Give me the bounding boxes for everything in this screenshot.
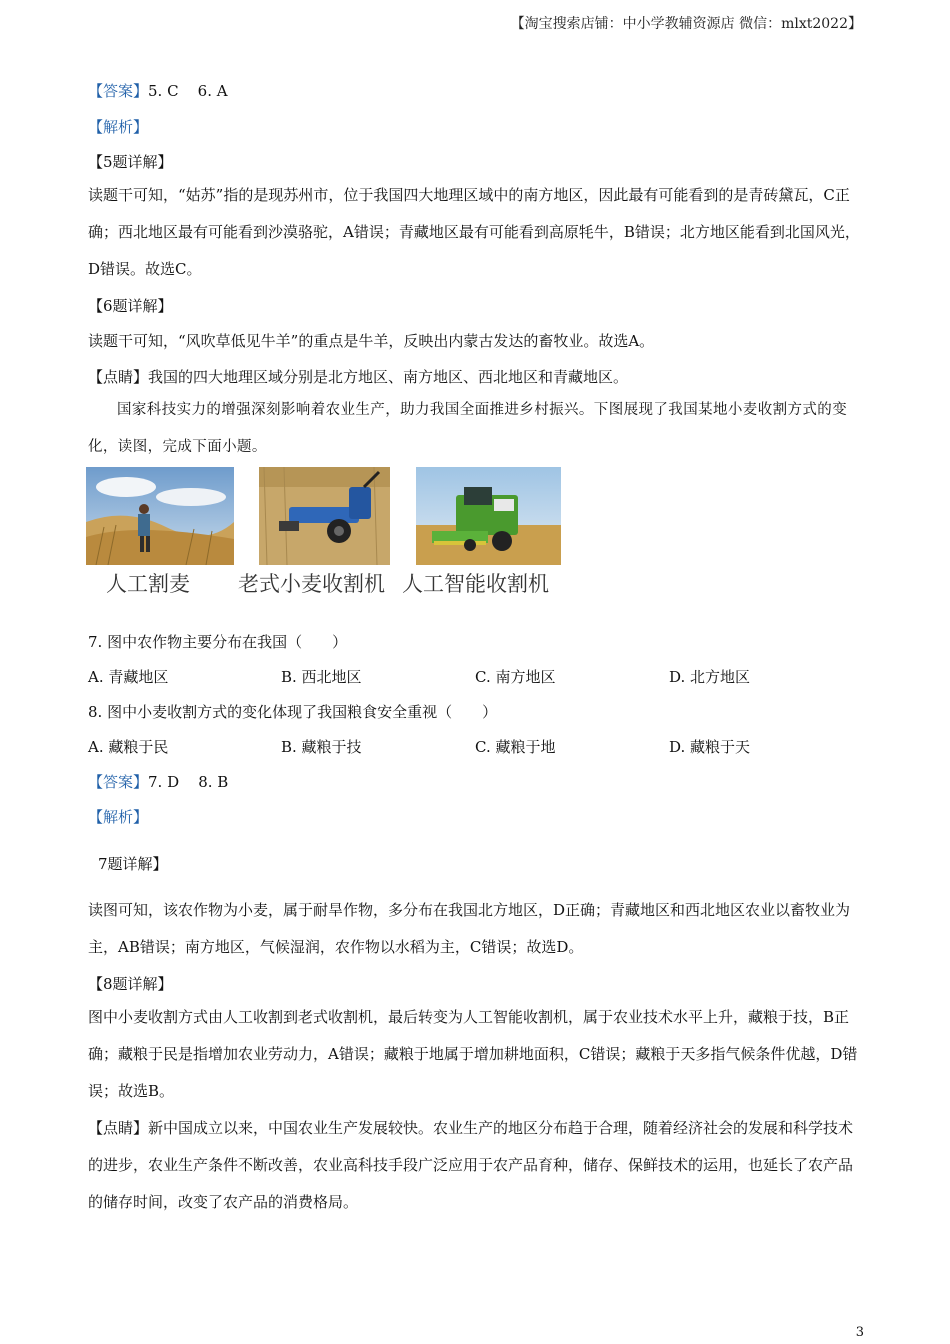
caption-old-harvester: 老式小麦收割机 xyxy=(238,572,385,596)
q8-option-c: C. 藏粮于地 xyxy=(475,738,556,756)
page-number: 3 xyxy=(855,1325,864,1340)
tip-text: 新中国成立以来，中国农业生产发展较快。农业生产的地区分布趋于合理，随着经济社会的发展和科学技术的进步，农业生产条件不断改善，农业高科技手段广泛应用于农产品育种，储存、保鲜技术的运用，也延长了农产品的储存时间，改变了农产品的消费格局。 xyxy=(88,1119,854,1211)
q7-text: 7. 图中农作物主要分布在我国（ ） xyxy=(88,633,348,651)
caption-ai-harvester: 人工智能收割机 xyxy=(402,572,549,596)
q5-detail-text: 读题干可知，“姑苏”指的是现苏州市，位于我国四大地理区域中的南方地区，因此最有可能看到的是青砖黛瓦，C正确；西北地区最有可能看到沙漠骆驼，A错误；青藏地区最有可能看到高原牦牛，B错误；北方地区能看到北国风光，D错误。故选C。 xyxy=(88,186,860,278)
q8-detail-title: 【8题详解】 xyxy=(88,975,173,993)
photo-ai-harvester xyxy=(416,467,561,565)
tip-tag: 【点睛】 xyxy=(88,1119,149,1137)
q8-option-b: B. 藏粮于技 xyxy=(281,738,362,756)
answer-tag: 【答案】 xyxy=(88,82,149,100)
q8-text: 8. 图中小麦收割方式的变化体现了我国粮食安全重视（ ） xyxy=(88,703,498,721)
q6-detail-text: 读题干可知，“风吹草低见牛羊”的重点是牛羊，反映出内蒙古发达的畜牧业。故选A。 xyxy=(88,332,655,350)
analysis-tag: 【解析】 xyxy=(88,808,149,826)
caption-manual-harvest: 人工割麦 xyxy=(106,572,190,596)
answer-tag: 【答案】 xyxy=(88,773,149,791)
page-header: 【淘宝搜索店铺：中小学教辅资源店 微信：mlxt2022】 xyxy=(510,16,862,32)
tip-tag: 【点睛】 xyxy=(88,368,149,386)
q7-option-b: B. 西北地区 xyxy=(281,668,362,686)
q7-option-c: C. 南方地区 xyxy=(475,668,556,686)
tip-block-2 xyxy=(88,1110,860,1221)
q7-detail-text: 读图可知，该农作物为小麦，属于耐旱作物，多分布在我国北方地区，D正确；青藏地区和西北地区农业以畜牧业为主，AB错误；南方地区，气候湿润，农作物以水稻为主，C错误；故选D。 xyxy=(88,901,851,956)
q6-detail-title: 【6题详解】 xyxy=(88,297,173,315)
answer-values: 7. D 8. B xyxy=(148,773,229,791)
photo-manual-harvest xyxy=(86,467,234,565)
q8-detail-text: 图中小麦收割方式由人工收割到老式收割机，最后转变为人工智能收割机，属于农业技术水平上升，藏粮于技，B正确；藏粮于民是指增加农业劳动力，A错误；藏粮于地属于增加耕地面积，C错误；藏粮于天多指气候条件优越，D错误；故选B。 xyxy=(88,1008,858,1100)
analysis-tag: 【解析】 xyxy=(88,118,149,136)
answer-line-2 xyxy=(88,771,228,792)
tip-line-1 xyxy=(88,366,628,387)
answer-line-1 xyxy=(88,80,228,101)
photo-old-harvester xyxy=(259,467,390,565)
q7-option-a: A. 青藏地区 xyxy=(88,668,169,686)
tip-text: 我国的四大地理区域分别是北方地区、南方地区、西北地区和青藏地区。 xyxy=(148,368,629,386)
q7-option-d: D. 北方地区 xyxy=(669,668,751,686)
q5-detail-title: 【5题详解】 xyxy=(88,153,173,171)
answer-values: 5. C 6. A xyxy=(148,82,228,100)
question-stem: 国家科技实力的增强深刻影响着农业生产，助力我国全面推进乡村振兴。下图展现了我国某地小麦收割方式的变化，读图，完成下面小题。 xyxy=(88,402,848,455)
q8-option-a: A. 藏粮于民 xyxy=(88,738,169,756)
q8-option-d: D. 藏粮于天 xyxy=(669,738,751,756)
q7-detail-title: 7题详解】 xyxy=(98,855,168,873)
